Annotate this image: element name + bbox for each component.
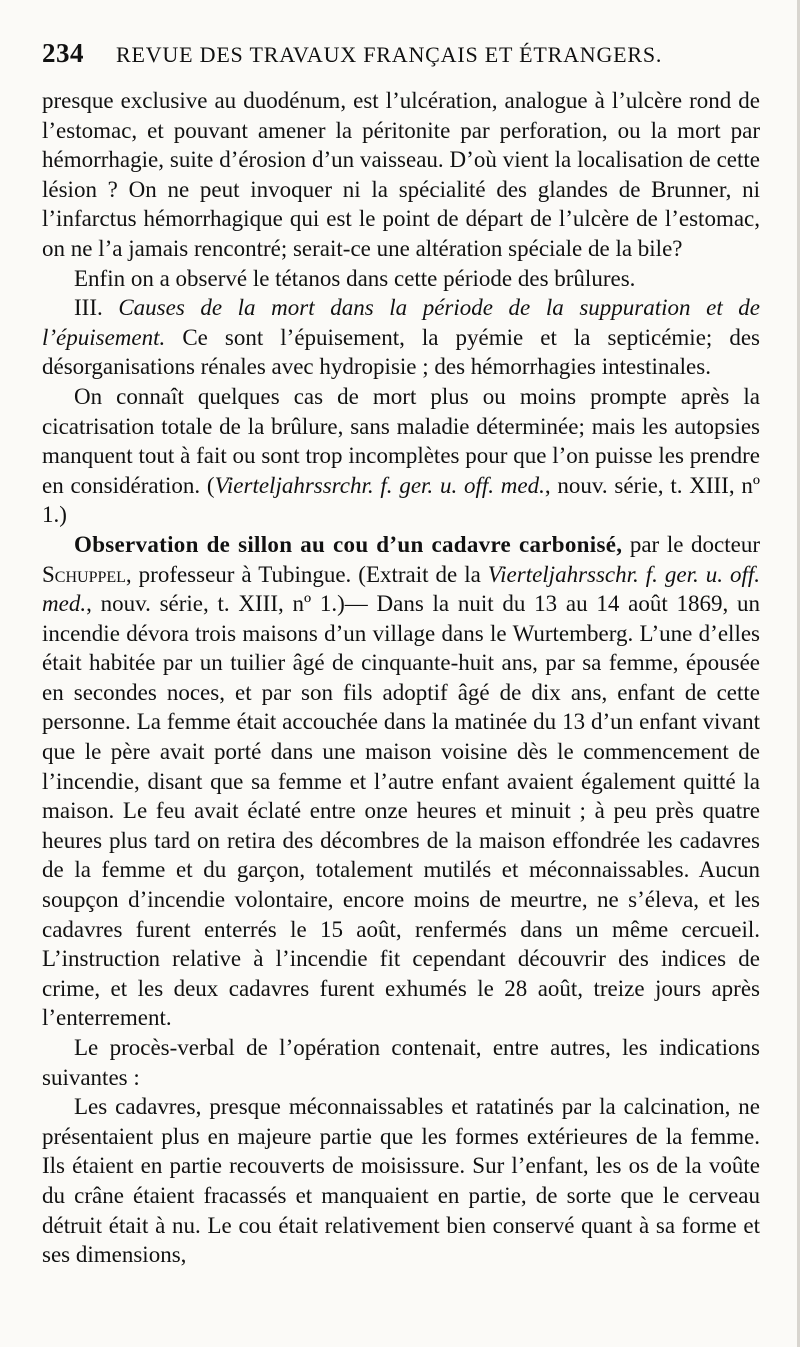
page-number: 234 [42, 38, 84, 68]
journal-title: REVUE DES TRAVAUX FRANÇAIS ET ÉTRANGERS. [116, 42, 663, 67]
author-prefix: par le docteur [622, 531, 760, 557]
running-head [42, 38, 760, 74]
paragraph-continuation: presque exclusive au duodénum, est l’ulcération, analogue à l’ulcère rond de l’estomac, et pouvant amener la péritonite par perforation, ou la mort par hémorrhagie, suite d’érosion d’un vaisseau. D’où vient la localisation de cette lésion ? On ne peut invoquer ni la spécialité des glandes de Brunner, ni l’infarctus hémorrhagique qui est le point de départ de l’ulcère de l’estomac, on ne l’a jamais rencontré; serait-ce une altération spéciale de la bile? [42, 88, 760, 261]
body-text [42, 86, 760, 1270]
paragraph-section-iii [42, 293, 760, 382]
section-heading: Causes de la mort dans la période de la suppuration et de l’épuisement. [42, 295, 761, 350]
paragraph-cicatrisation [42, 382, 760, 530]
author-name: Schuppel [42, 561, 126, 587]
paragraph-cadavres: Les cadavres, presque méconnaissables et ratatinés par la calcination, ne présentaient plus en majeure partie que les formes extérieures de la femme. Ils étaient en partie recouverts de moisissure. Sur l’enfant, les os de la voûte du crâne étaient fracassés et manquaient en partie, de sorte que le cerveau détruit était à nu. Le cou était relativement bien conservé quant à sa forme et ses dimensions, [42, 1094, 760, 1268]
observation-text-a: , professeur à Tubingue. (Extrait de la [125, 561, 488, 587]
section-number: III. [74, 295, 103, 321]
paragraph-proces-verbal: Le procès-verbal de l’opération contenait, entre autres, les indications suivantes : [42, 1035, 760, 1090]
observation-text-b: , nouv. série, t. XIII, nº 1.)— Dans la nuit du 13 au 14 août 1869, un incendie dévora trois maisons d’un village dans le Wurtemberg. L’une d’elles était habitée par un tuilier âgé de cinquante-huit ans, par sa femme, épousée en secondes noces, et par son fils adoptif âgé de dix ans, enfant de cette personne. La femme était accouchée dans la matinée du 13 d’un enfant vivant que le père avait porté dans une maison voisine dès le commencement de l’incendie, disant que sa femme et l’autre enfant avaient également quitté la maison. Le feu avait éclaté entre onze heures et minuit ; à peu près quatre heures plus tard on retira des décombres de la maison effondrée les cadavres de la femme et du garçon, totalement mutilés et méconnaissables. Aucun soupçon d’incendie volontaire, encore moins de meurtre, ne s’éleva, et les cadavres furent enterrés le 15 août, renfermés dans un même cercueil. L’instruction relative à l’incendie fit cependant découvrir des indices de crime, et les deux cadavres furent exhumés le 28 août, treize jours après l’enterrement. [42, 591, 760, 1031]
citation-tail: , nouv. série, t. XIII, nº 1.) [42, 472, 760, 528]
citation: Vierteljahrssrchr. f. ger. u. off. med. [214, 472, 545, 498]
citation: Vierteljahrsschr. f. ger. u. off. med. [42, 561, 760, 617]
section-text: Ce sont l’épuisement, la pyémie et la septicémie; des désorganisations rénales avec hydropisie ; des hémorrhagies intestinales. [42, 324, 760, 380]
paragraph-tetanos: Enfin on a observé le tétanos dans cette période des brûlures. [74, 265, 636, 291]
paragraph-text: On connaît quelques cas de mort plus ou moins prompte après la cicatrisation totale de la brûlure, sans maladie déterminée; mais les autopsies manquent tout à fait ou sont trop incomplètes pour que l’on puisse les prendre en considération. ( [42, 383, 760, 498]
observation-heading: Observation de sillon au cou d’un cadavre carbonisé, [74, 531, 623, 557]
paragraph-observation [42, 530, 760, 1033]
